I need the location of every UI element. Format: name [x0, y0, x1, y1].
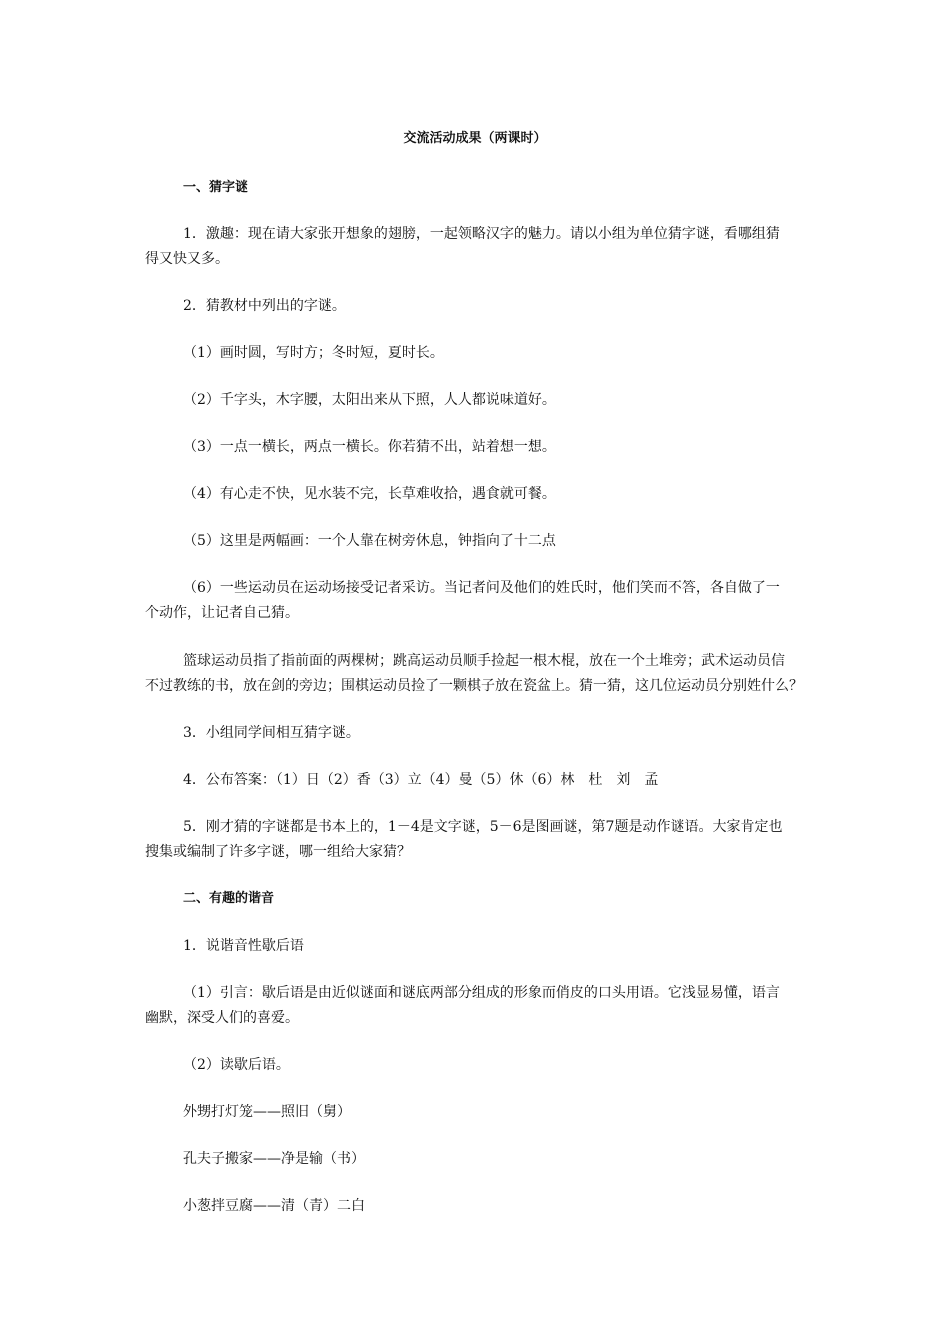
- section-heading-riddles: 一、猜字谜: [183, 180, 249, 195]
- paragraph-text: 1．说谐音性歇后语: [183, 938, 304, 954]
- paragraph-text: 1．激趣：现在请大家张开想象的翅膀，一起领略汉字的魅力。请以小组为单位猜字谜，看哪组猜: [183, 226, 780, 242]
- paragraph-text: 幽默，深受人们的喜爱。: [145, 1010, 299, 1026]
- riddle-item: （2）千字头，木字腰，太阳出来从下照，人人都说味道好。: [183, 392, 556, 408]
- document-title: 交流活动成果（两课时）: [403, 131, 547, 146]
- paragraph-text: 不过教练的书，放在剑的旁边；围棋运动员捡了一颗棋子放在瓷盆上。猜一猜，这几位运动员分别姓什么？: [145, 678, 803, 694]
- section-heading-homophones: 二、有趣的谐音: [183, 891, 275, 906]
- paragraph-text: 3．小组同学间相互猜字谜。: [183, 725, 360, 741]
- xiehouyu-item: 孔夫子搬家——净是输（书）: [183, 1151, 365, 1167]
- riddle-item: （1）画时圆，写时方；冬时短，夏时长。: [183, 345, 444, 361]
- riddle-item: （5）这里是两幅画：一个人靠在树旁休息，钟指向了十二点: [183, 533, 556, 549]
- answers-text: 4．公布答案：（1）日（2）香（3）立（4）曼（5）休（6）林 杜 刘 孟: [183, 772, 659, 788]
- paragraph-text: 得又快又多。: [145, 251, 229, 267]
- riddle-item: （4）有心走不快，见水装不完，长草难收拾，遇食就可餐。: [183, 486, 556, 502]
- xiehouyu-item: 外甥打灯笼——照旧（舅）: [183, 1104, 351, 1120]
- paragraph-text: 搜集或编制了许多字谜，哪一组给大家猜？: [145, 844, 411, 860]
- paragraph-text: （2）读歇后语。: [183, 1057, 290, 1073]
- paragraph-text: 5．刚才猜的字谜都是书本上的，1－4是文字谜，5－6是图画谜，第7题是动作谜语。大家肯定也: [183, 819, 783, 835]
- xiehouyu-item: 小葱拌豆腐——清（青）二白: [183, 1198, 365, 1214]
- riddle-item: 个动作，让记者自己猜。: [145, 605, 299, 621]
- paragraph-text: 篮球运动员指了指前面的两棵树；跳高运动员顺手捡起一根木棍，放在一个土堆旁；武术运动员信: [183, 653, 785, 669]
- riddle-item: （3）一点一横长，两点一横长。你若猜不出，站着想一想。: [183, 439, 556, 455]
- paragraph-text: 2．猜教材中列出的字谜。: [183, 298, 346, 314]
- riddle-item: （6）一些运动员在运动场接受记者采访。当记者问及他们的姓氏时，他们笑而不答，各自做了一: [183, 580, 780, 596]
- paragraph-text: （1）引言：歇后语是由近似谜面和谜底两部分组成的形象而俏皮的口头用语。它浅显易懂，语言: [183, 985, 780, 1001]
